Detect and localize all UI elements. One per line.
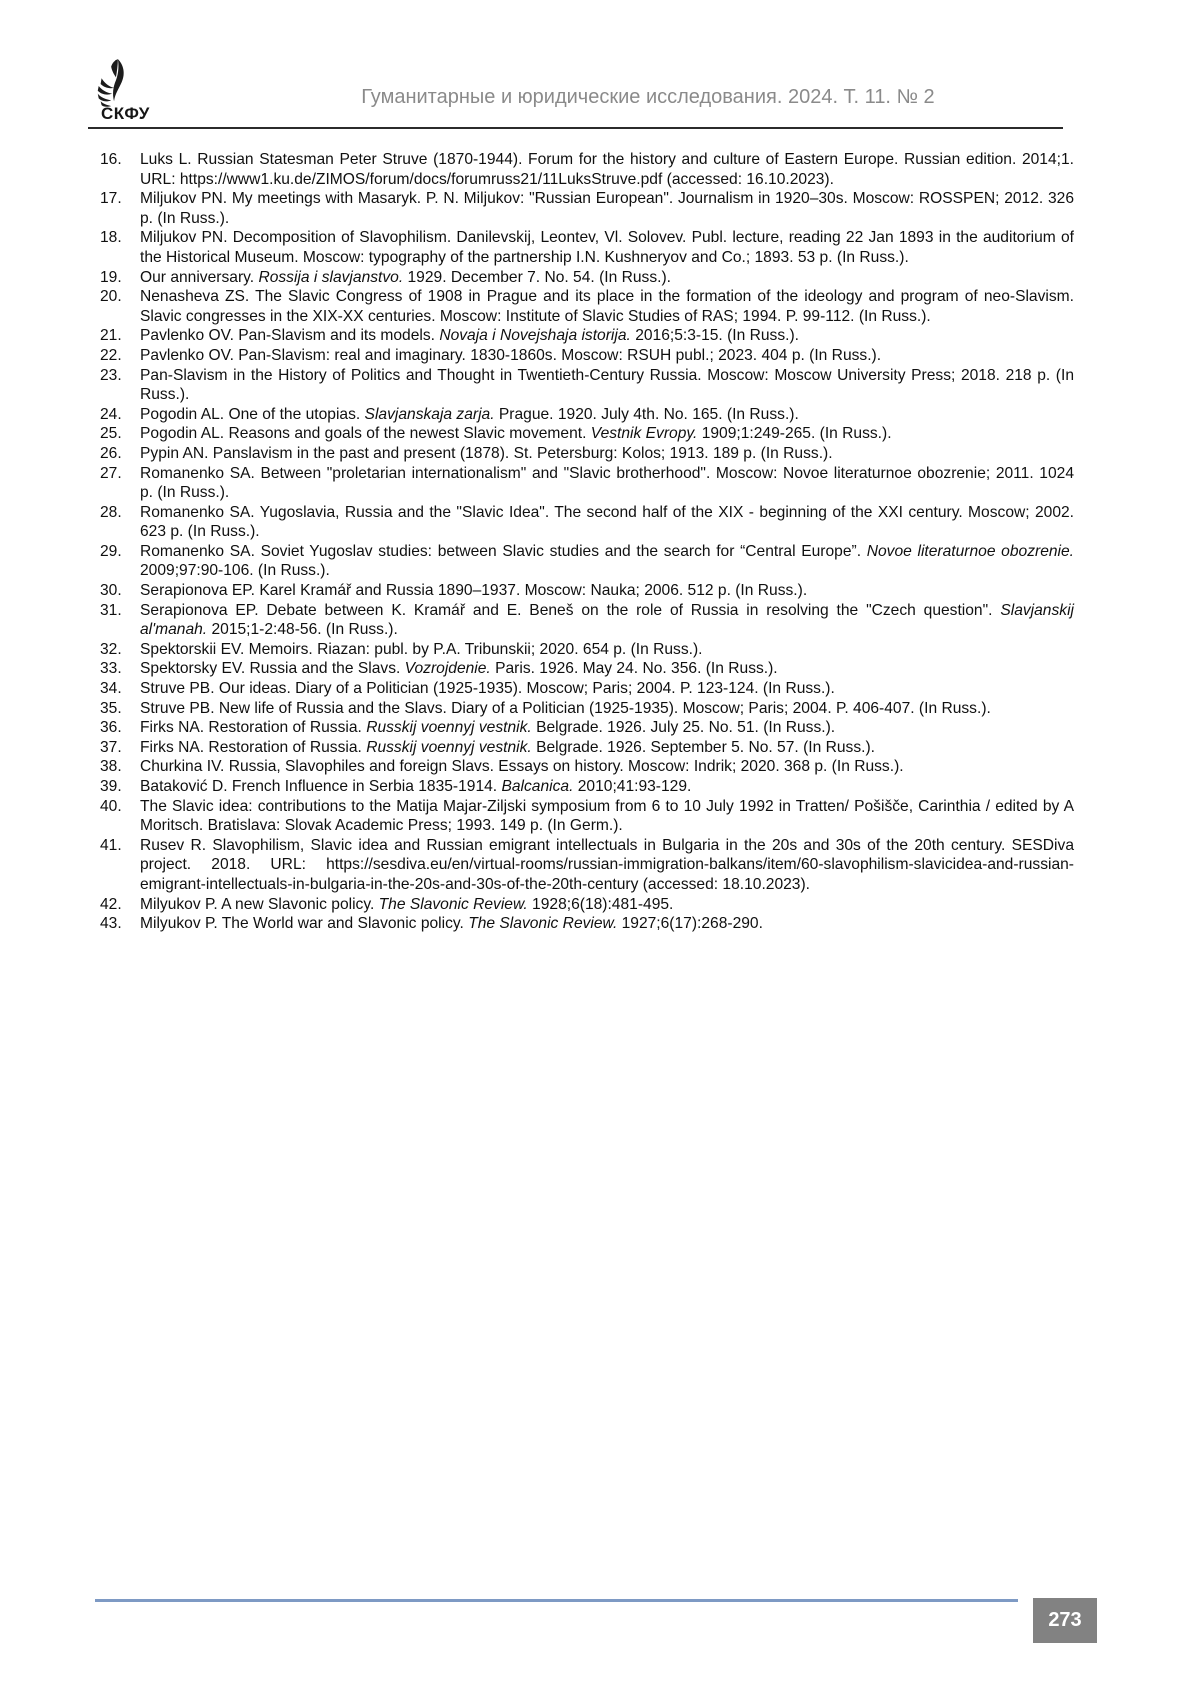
reference-number: 26. [100, 444, 122, 462]
reference-text: Spektorskii EV. Memoirs. Riazan: publ. by P.A. Tribunskii; 2020. 654 p. (In Russ.). [140, 640, 703, 658]
reference-item [100, 757, 1074, 777]
reference-text: Nenasheva ZS. The Slavic Congress of 1908 in Prague and its place in the formation of the ideology and program of neo-Slavism. Slavic congresses in the XIX-XX centuries. Moscow: Institute of Slavic Studies of RAS; 1994. P. 99-112. (In Russ.). [140, 288, 1074, 325]
reference-item [100, 287, 1074, 326]
reference-number: 33. [100, 660, 122, 678]
reference-text: Luks L. Russian Statesman Peter Struve (1870-1944). Forum for the history and culture of Eastern Europe. Russian edition. 2014;1. URL: https://www1.ku.de/ZIMOS/forum/docs/forumruss21/11LuksStruve.pdf (accessed: 16.10.2023). [140, 151, 1074, 188]
reference-item [100, 659, 1074, 679]
reference-number: 17. [100, 190, 122, 208]
reference-text: Milyukov P. The World war and Slavonic policy. The Slavonic Review. 1927;6(17):268-290. [140, 915, 763, 933]
journal-title: Гуманитарные и юридические исследования. 2024. Т. 11. № 2 [361, 86, 935, 108]
reference-item [100, 189, 1074, 228]
reference-number: 16. [100, 151, 122, 168]
reference-item [100, 326, 1074, 346]
reference-text: Pavlenko OV. Pan-Slavism and its models. Novaja i Novejshaja istorija. 2016;5:3-15. (In Russ.). [140, 327, 800, 345]
reference-text: Pypin AN. Panslavism in the past and present (1878). St. Petersburg: Kolos; 1913. 189 p. (In Russ.). [140, 444, 833, 462]
reference-item [100, 444, 1074, 464]
reference-item [100, 718, 1074, 738]
reference-item [100, 581, 1074, 601]
reference-number: 32. [100, 640, 122, 658]
reference-item [100, 836, 1074, 895]
reference-item [100, 914, 1074, 934]
reference-item [100, 738, 1074, 758]
reference-text: Struve PB. New life of Russia and the Slavs. Diary of a Politician (1925-1935). Moscow; Paris; 2004. P. 406-407. (In Russ.). [140, 699, 991, 717]
reference-item [100, 679, 1074, 699]
reference-number: 22. [100, 346, 122, 364]
reference-text: Firks NA. Restoration of Russia. Russkij voennyj vestnik. Belgrade. 1926. July 25. No. 51. (In Russ.). [140, 719, 836, 737]
reference-text: Serapionova EP. Debate between K. Kramář and E. Beneš on the role of Russia in resolving the "Czech question". Slavjanskij al'manah. 2015;1-2:48-56. (In Russ.). [140, 601, 1074, 639]
reference-text: Miljukov PN. My meetings with Masaryk. P. N. Miljukov: "Russian European". Journalism in 1920–30s. Moscow: ROSSPEN; 2012. 326 p. (In Russ.). [140, 190, 1074, 227]
reference-item [100, 366, 1074, 405]
reference-number: 31. [100, 601, 122, 619]
reference-number: 36. [100, 719, 122, 737]
logo-text: СКФУ [101, 104, 150, 123]
reference-item [100, 601, 1074, 640]
reference-text: Firks NA. Restoration of Russia. Russkij voennyj vestnik. Belgrade. 1926. September 5. No. 57. (In Russ.). [140, 738, 875, 756]
reference-item [100, 797, 1074, 836]
reference-number: 24. [100, 405, 122, 423]
page-number-badge: 273 [1033, 1598, 1097, 1643]
reference-number: 28. [100, 503, 122, 521]
reference-item [100, 150, 1074, 189]
reference-text: Struve PB. Our ideas. Diary of a Politician (1925-1935). Moscow; Paris; 2004. P. 123-124. (In Russ.). [140, 680, 835, 698]
reference-item [100, 464, 1074, 503]
reference-number: 38. [100, 758, 122, 776]
reference-item [100, 346, 1074, 366]
reference-text: Milyukov P. A new Slavonic policy. The Slavonic Review. 1928;6(18):481-495. [140, 895, 674, 913]
reference-text: Bataković D. French Influence in Serbia 1835-1914. Balcanica. 2010;41:93-129. [140, 778, 692, 795]
reference-item [100, 699, 1074, 719]
reference-text: Pavlenko OV. Pan-Slavism: real and imaginary. 1830-1860s. Moscow: RSUH publ.; 2023. 404 p. (In Russ.). [140, 346, 882, 364]
reference-number: 43. [100, 915, 122, 933]
reference-item [100, 405, 1074, 425]
reference-item [100, 503, 1074, 542]
reference-number: 30. [100, 582, 122, 600]
reference-text: Pan-Slavism in the History of Politics and Thought in Twentieth-Century Russia. Moscow: Moscow University Press; 2018. 218 p. (In Russ.). [140, 366, 1074, 404]
reference-number: 20. [100, 288, 122, 306]
reference-text: Miljukov PN. Decomposition of Slavophilism. Danilevskij, Leontev, Vl. Solovev. Publ. lecture, reading 22 Jan 1893 in the auditorium of the Historical Museum. Moscow: typography of the partnership I.N. Kushneryov and Co.; 1893. 53 p. (In Russ.). [140, 229, 1074, 266]
reference-number: 34. [100, 680, 122, 698]
reference-item [100, 228, 1074, 267]
reference-text: Serapionova EP. Karel Kramář and Russia 1890–1937. Moscow: Nauka; 2006. 512 p. (In Russ.). [140, 582, 808, 600]
reference-text: Pogodin AL. Reasons and goals of the newest Slavic movement. Vestnik Evropy. 1909;1:249-265. (In Russ.). [140, 425, 892, 443]
reference-number: 25. [100, 425, 122, 443]
reference-item [100, 895, 1074, 915]
header-divider [88, 127, 1063, 129]
reference-text: Spektorsky EV. Russia and the Slavs. Vozrojdenie. Paris. 1926. May 24. No. 356. (In Russ.). [140, 660, 778, 678]
reference-list [100, 150, 1074, 934]
reference-text: Romanenko SA. Yugoslavia, Russia and the "Slavic Idea". The second half of the XIX - beginning of the XXI century. Moscow; 2002. 623 p. (In Russ.). [140, 503, 1074, 541]
reference-number: 39. [100, 778, 122, 795]
footer-divider [95, 1599, 1018, 1602]
reference-number: 18. [100, 229, 122, 247]
reference-text: Romanenko SA. Soviet Yugoslav studies: between Slavic studies and the search for “Central Europe”. Novoe literaturnoe obozrenie. 2009;97:90-106. (In Russ.). [140, 542, 1075, 580]
reference-item [100, 640, 1074, 660]
reference-text: The Slavic idea: contributions to the Matija Majar-Ziljski symposium from 6 to 10 July 1992 in Tratten/ Pošišče, Carinthia / edited by A Moritsch. Bratislava: Slovak Academic Press; 1993. 149 p. (In Germ.). [140, 797, 1074, 835]
reference-item [100, 424, 1074, 444]
reference-number: 23. [100, 366, 122, 384]
reference-text: Pogodin AL. One of the utopias. Slavjanskaja zarja. Prague. 1920. July 4th. No. 165. (In Russ.). [140, 405, 799, 423]
reference-number: 40. [100, 797, 122, 815]
reference-number: 35. [100, 699, 122, 717]
reference-number: 29. [100, 542, 122, 560]
reference-number: 19. [100, 268, 122, 286]
reference-item [100, 542, 1074, 581]
reference-item [100, 777, 1074, 797]
reference-item [100, 268, 1074, 288]
reference-text: Churkina IV. Russia, Slavophiles and foreign Slavs. Essays on history. Moscow: Indrik; 2020. 368 p. (In Russ.). [140, 758, 904, 776]
reference-number: 21. [100, 327, 122, 345]
reference-text: Rusev R. Slavophilism, Slavic idea and Russian emigrant intellectuals in Bulgaria in the 20s and 30s of the 20th century. SESDiva project. 2018. URL: https://sesdiva.eu/en/virtual-rooms/russian-immigration-balkans/item/60-slavophilism-slavicidea-and-russian-emigrant-intellectuals-in-bulgaria-in-the-20s-and-30s-of-the-20th-century (accessed: 18.10.2023). [140, 836, 1074, 893]
reference-number: 37. [100, 738, 122, 756]
reference-text: Romanenko SA. Between "proletarian internationalism" and "Slavic brotherhood". Moscow: Novoe literaturnoe obozrenie; 2011. 1024 p. (In Russ.). [140, 464, 1074, 502]
reference-number: 41. [100, 836, 122, 854]
reference-number: 27. [100, 464, 122, 482]
reference-text: Our anniversary. Rossija i slavjanstvo. 1929. December 7. No. 54. (In Russ.). [140, 268, 671, 286]
reference-number: 42. [100, 895, 122, 913]
